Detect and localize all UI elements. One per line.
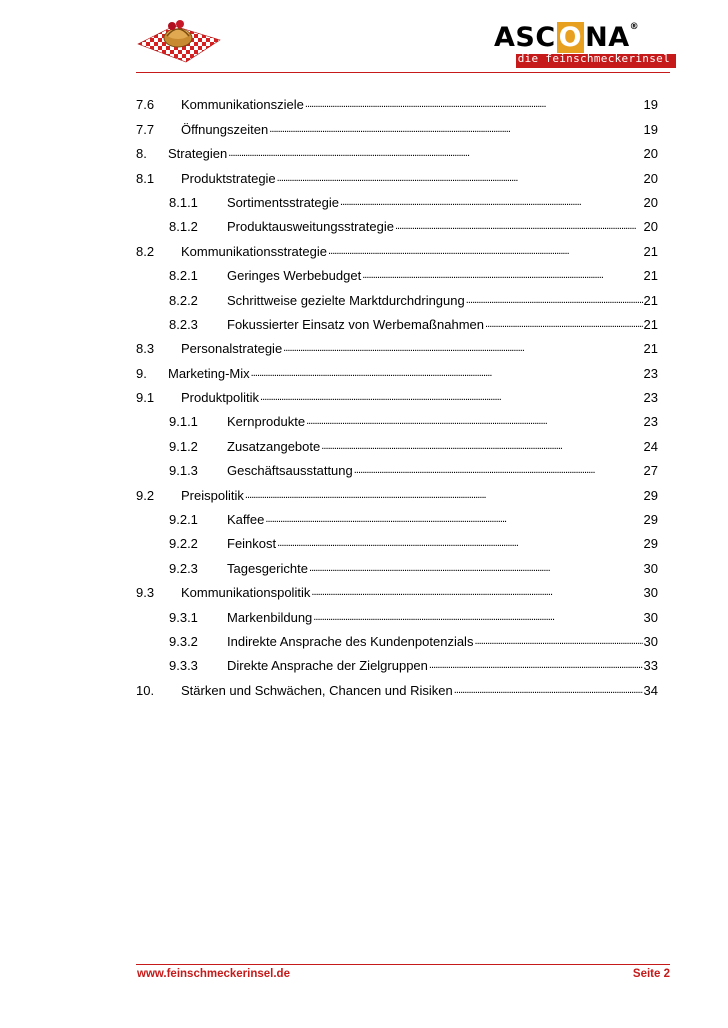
dot-leader — [328, 244, 643, 259]
toc-entry[interactable] — [136, 454, 658, 478]
toc-entry[interactable] — [136, 283, 658, 307]
toc-page-number: 19 — [643, 121, 658, 137]
toc-page-number: 19 — [643, 97, 658, 113]
toc-number: 9.2.2 — [169, 536, 198, 552]
toc-title: Kernprodukte — [227, 414, 306, 430]
dot-leader — [228, 146, 642, 161]
dot-leader — [354, 463, 643, 478]
toc-number: 7.6 — [136, 97, 155, 113]
toc-entry[interactable] — [136, 259, 658, 283]
toc-number: 8. — [136, 146, 147, 162]
picnic-basket-logo — [134, 14, 224, 66]
toc-title: Kommunikationsziele — [181, 97, 304, 113]
toc-title: Stärken und Schwächen, Chancen und Risiken — [181, 682, 453, 698]
toc-page-number: 29 — [643, 487, 658, 503]
toc-number: 9.3.1 — [169, 609, 198, 625]
header-divider — [136, 72, 670, 73]
toc-entry[interactable] — [136, 551, 658, 575]
dot-leader — [313, 610, 642, 625]
toc-number: 9.1.1 — [169, 414, 198, 430]
toc-title: Produktstrategie — [181, 170, 276, 186]
toc-title: Feinkost — [227, 536, 277, 552]
toc-page-number: 20 — [643, 194, 658, 210]
toc-title: Schrittweise gezielte Marktdurchdringung — [227, 292, 465, 308]
toc-number: 9.3.2 — [169, 633, 198, 649]
toc-page-number: 29 — [643, 512, 658, 528]
dot-leader — [260, 390, 642, 405]
dot-leader — [269, 122, 642, 137]
toc-entry[interactable] — [136, 112, 658, 136]
dot-leader — [277, 171, 643, 186]
dot-leader — [340, 195, 643, 210]
toc-entry[interactable] — [136, 649, 658, 673]
dot-leader — [305, 97, 643, 112]
toc-entry[interactable] — [136, 356, 658, 380]
toc-number: 8.1.2 — [169, 219, 198, 235]
toc-page-number: 21 — [643, 292, 658, 308]
toc-entry[interactable] — [136, 600, 658, 624]
toc-page-number: 20 — [643, 219, 658, 235]
dot-leader — [245, 488, 643, 503]
toc-title: Öffnungszeiten — [181, 121, 269, 137]
dot-leader — [362, 268, 642, 283]
toc-title: Sortimentsstrategie — [227, 194, 339, 210]
dot-leader — [311, 585, 642, 600]
toc-number: 9.2.1 — [169, 512, 198, 528]
toc-title: Fokussierter Einsatz von Werbemaßnahmen — [227, 316, 484, 332]
toc-number: 8.1 — [136, 170, 155, 186]
toc-entry[interactable] — [136, 234, 658, 258]
toc-entry[interactable] — [136, 332, 658, 356]
toc-number: 7.7 — [136, 121, 155, 137]
toc-entry[interactable] — [136, 210, 658, 234]
toc-number: 9.3.3 — [169, 658, 198, 674]
toc-title: Produktpolitik — [181, 390, 260, 406]
dot-leader — [466, 293, 643, 308]
dot-leader — [309, 561, 643, 576]
toc-title: Preispolitik — [181, 487, 244, 503]
toc-title: Kommunikationspolitik — [181, 585, 311, 601]
brand-name: ASC O NA® — [494, 22, 640, 53]
toc-title: Kommunikationsstrategie — [181, 243, 327, 259]
dot-leader — [306, 414, 642, 429]
toc-entry[interactable] — [136, 673, 658, 697]
toc-page-number: 21 — [643, 243, 658, 259]
toc-page-number: 23 — [643, 365, 658, 381]
ascona-logo — [488, 22, 678, 68]
toc-entry[interactable] — [136, 625, 658, 649]
toc-number: 9.2.3 — [169, 560, 198, 576]
toc-entry[interactable] — [136, 161, 658, 185]
toc-title: Indirekte Ansprache des Kundenpotenzials — [227, 633, 474, 649]
toc-entry[interactable] — [136, 381, 658, 405]
table-of-contents — [136, 88, 658, 698]
dot-leader — [395, 219, 643, 234]
dot-leader — [277, 536, 642, 551]
toc-title: Produktausweitungsstrategie — [227, 219, 394, 235]
toc-page-number: 23 — [643, 414, 658, 430]
toc-title: Geschäftsausstattung — [227, 463, 353, 479]
toc-title: Direkte Ansprache der Zielgruppen — [227, 658, 428, 674]
toc-number: 9. — [136, 365, 147, 381]
toc-page-number: 30 — [643, 609, 658, 625]
dot-leader — [251, 366, 643, 381]
toc-entry[interactable] — [136, 186, 658, 210]
toc-page-number: 24 — [643, 438, 658, 454]
toc-page-number: 21 — [643, 268, 658, 284]
dot-leader — [265, 512, 642, 527]
page-number: Seite 2 — [632, 968, 670, 980]
toc-page-number: 33 — [643, 658, 658, 674]
toc-page-number: 27 — [643, 463, 658, 479]
toc-number: 8.2.1 — [169, 268, 198, 284]
toc-page-number: 21 — [643, 316, 658, 332]
toc-number: 9.1.2 — [169, 438, 198, 454]
toc-page-number: 30 — [643, 585, 658, 601]
toc-title: Marketing-Mix — [168, 365, 250, 381]
toc-title: Kaffee — [227, 512, 265, 528]
toc-page-number: 29 — [643, 536, 658, 552]
toc-entry[interactable] — [136, 405, 658, 429]
toc-entry[interactable] — [136, 88, 658, 112]
brand-tagline: die feinschmeckerinsel — [517, 52, 670, 65]
dot-leader — [485, 317, 643, 332]
dot-leader — [474, 634, 642, 649]
toc-number: 9.1 — [136, 390, 155, 406]
toc-page-number: 20 — [643, 170, 658, 186]
toc-title: Strategien — [168, 146, 228, 162]
toc-entry[interactable] — [136, 308, 658, 332]
toc-title: Zusatzangebote — [227, 438, 321, 454]
toc-number: 9.1.3 — [169, 463, 198, 479]
toc-number: 9.3 — [136, 585, 155, 601]
toc-entry[interactable] — [136, 478, 658, 502]
toc-page-number: 30 — [643, 560, 658, 576]
toc-number: 8.3 — [136, 341, 155, 357]
toc-page-number: 21 — [643, 341, 658, 357]
toc-entry[interactable] — [136, 576, 658, 600]
toc-number: 10. — [136, 682, 155, 698]
toc-entry[interactable] — [136, 503, 658, 527]
toc-number: 9.2 — [136, 487, 155, 503]
toc-page-number: 20 — [643, 146, 658, 162]
toc-page-number: 34 — [643, 682, 658, 698]
toc-title: Tagesgerichte — [227, 560, 308, 576]
toc-title: Personalstrategie — [181, 341, 283, 357]
toc-title: Markenbildung — [227, 609, 313, 625]
toc-title: Geringes Werbebudget — [227, 268, 362, 284]
footer-divider — [136, 964, 670, 965]
dot-leader — [283, 341, 642, 356]
toc-number: 8.1.1 — [169, 194, 198, 210]
toc-entry[interactable] — [136, 429, 658, 453]
footer-url[interactable]: www.feinschmeckerinsel.de — [137, 968, 290, 980]
toc-page-number: 30 — [643, 633, 658, 649]
dot-leader — [321, 439, 642, 454]
toc-entry[interactable] — [136, 137, 658, 161]
toc-page-number: 23 — [643, 390, 658, 406]
dot-leader — [429, 658, 643, 673]
toc-number: 8.2 — [136, 243, 155, 259]
dot-leader — [454, 683, 643, 698]
toc-number: 8.2.2 — [169, 292, 198, 308]
toc-number: 8.2.3 — [169, 316, 198, 332]
toc-entry[interactable] — [136, 527, 658, 551]
